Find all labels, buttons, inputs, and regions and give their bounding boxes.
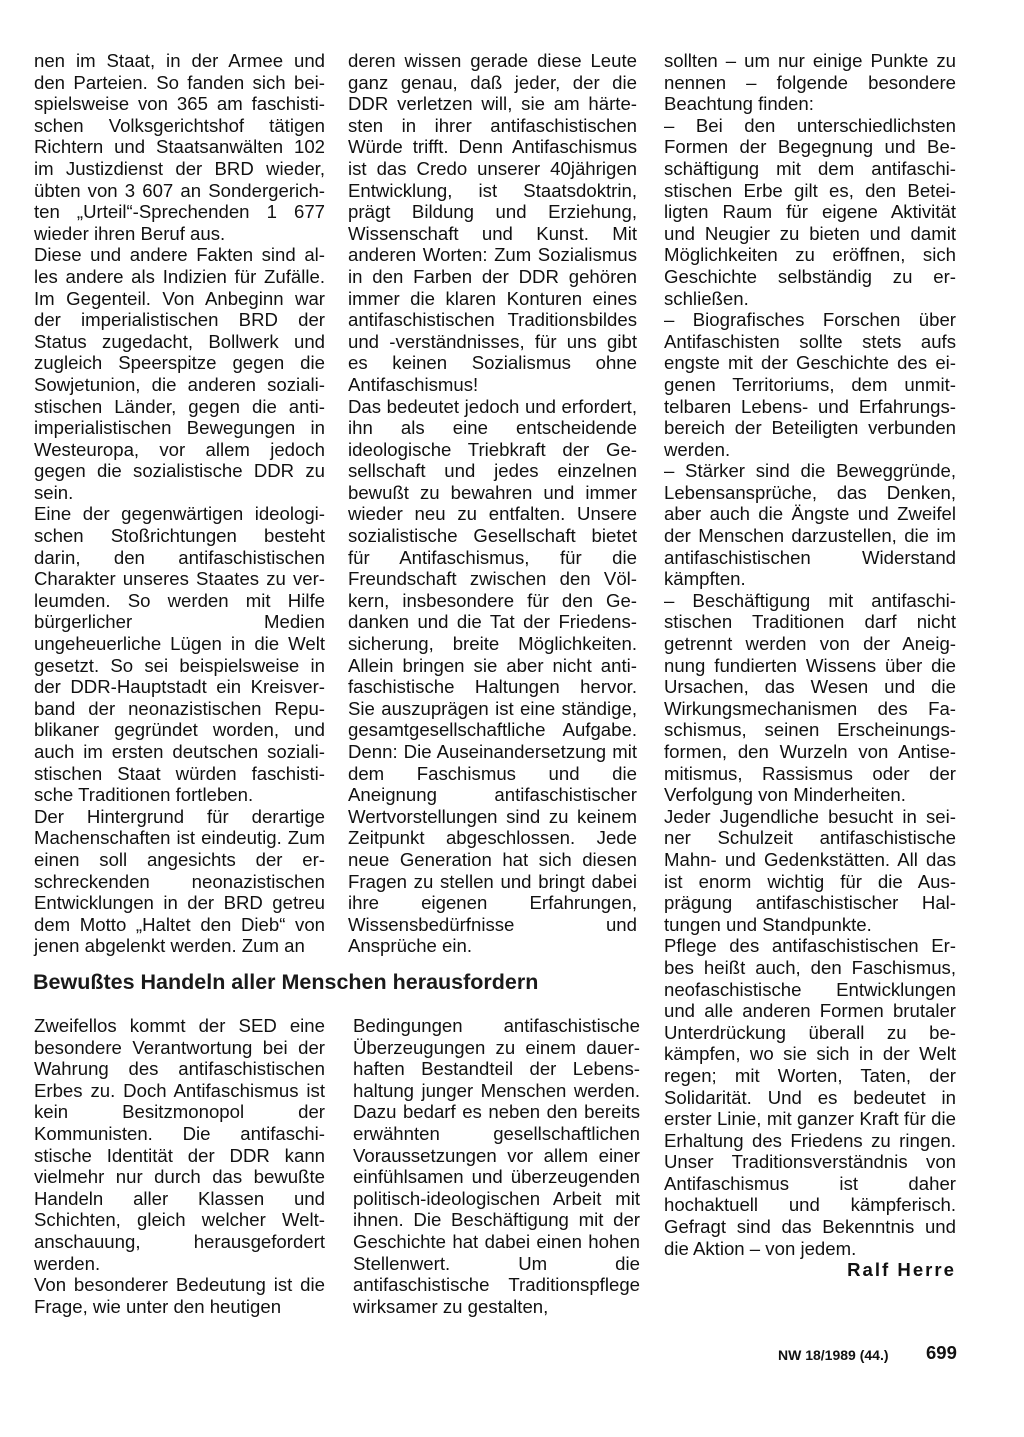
- paragraph: Diese und andere Fakten sind alles andere als Indizien für Zufälle. Im Gegenteil. Von Anbeginn war der imperialistischen BRD der Status zugedacht, Bollwerk und zugleich Speerspitze gegen die Sowjetunion, die anderen sozialistischen Länder, gegen die antiimperialistischen Bewegungen in Westeuropa, vor allem jedoch gegen die sozialistische DDR zu sein.: [34, 244, 325, 503]
- paragraph: nen im Staat, in der Armee und den Parteien. So fanden sich beispielsweise von 365 am faschistischen Volksgerichtshof tätigen Richtern und Staatsanwälten 102 im Justizdienst der BRD wieder, übten von 3 607 an Sondergerichten „Urteil“-Sprechenden 1 677 wieder ihren Beruf aus.: [34, 50, 325, 244]
- paragraph: Jeder Jugendliche besucht in seiner Schulzeit antifaschistische Mahn- und Gedenkstätten. All das ist enorm wichtig für die Ausprägung antifaschistischer Haltungen und Standpunkte.: [664, 805, 956, 935]
- paragraph: sollten – um nur einige Punkte zu nennen – folgende besondere Beachtung finden:: [664, 50, 956, 115]
- paragraph: Das bedeutet jedoch und erfordert, ihn als eine entscheidende ideologische Triebkraft der Gesellschaft und jedes einzelnen bewußt zu bewahren und immer wieder neu zu entfalten. Unsere sozialistische Gesellschaft bietet für Antifaschismus, für die Freundschaft zwischen den Völkern, insbesondere für den Gedanken und die Tat der Friedenssicherung, breite Möglichkeiten. Allein bringen sie aber nicht antifaschistische Haltungen hervor. Sie auszuprägen ist eine ständige, gesamtgesellschaftliche Aufgabe. Denn: Die Auseinandersetzung mit dem Faschismus und die Aneignung antifaschistischer Wertvorstellungen sind zu keinem Zeitpunkt abgeschlossen. Jede neue Generation hat sich diesen Fragen zu stellen und bringt dabei ihre eigenen Erfahrungen, Wissensbedürfnisse und Ansprüche ein.: [348, 395, 637, 957]
- column-5: [353, 1015, 640, 1317]
- paragraph: Zweifellos kommt der SED eine besondere Verantwortung bei der Wahrung des antifaschistischen Erbes zu. Doch Antifaschismus ist kein Besitzmonopol der Kommunisten. Die antifaschistische Identität der DDR kann vielmehr nur durch das bewußte Handeln aller Klassen und Schichten, gleich welcher Weltanschauung, herausgefordert werden.: [34, 1015, 325, 1274]
- column-4: [34, 1015, 325, 1317]
- paragraph: Der Hintergrund für derartige Machenschaften ist eindeutig. Zum einen soll angesichts der erschreckenden neonazistischen Entwicklungen in der BRD getreu dem Motto „Haltet den Dieb“ von jenen abgelenkt werden. Zum an: [34, 805, 325, 957]
- paragraph: Bedingungen antifaschistische Überzeugungen zu einem dauerhaften Bestandteil der Lebenshaltung junger Menschen werden. Dazu bedarf es neben den bereits erwähnten gesellschaftlichen Voraussetzungen vor allem einer einfühlsamen und überzeugenden politisch-ideologischen Arbeit mit ihnen. Die Beschäftigung mit der Geschichte hat dabei einen hohen Stellenwert. Um die antifaschistische Traditionspflege wirksamer zu gestalten,: [353, 1015, 640, 1317]
- paragraph: Pflege des antifaschistischen Erbes heißt auch, den Faschismus, neofaschistische Entwicklungen und alle anderen Formen brutaler Unterdrückung überall zu bekämpfen, wo sie sich in der Welt regen; mit Worten, Taten, der Solidarität. Und es bedeutet in erster Linie, mit ganzer Kraft für die Erhaltung des Friedens zu ringen. Unser Traditionsverständnis von Antifaschismus ist daher hochaktuell und kämpferisch. Gefragt sind das Bekenntnis und die Aktion – von jedem.: [664, 935, 956, 1259]
- paragraph: – Beschäftigung mit antifaschistischen Traditionen darf nicht getrennt werden von der Aneignung fundierten Wissens über die Ursachen, das Wesen und die Wirkungsmechanismen des Faschismus, seinen Erscheinungsformen, den Wurzeln von Antisemitismus, Rassismus oder der Verfolgung von Minderheiten.: [664, 589, 956, 806]
- column-3: [664, 50, 956, 1281]
- paragraph: Eine der gegenwärtigen ideologischen Stoßrichtungen besteht darin, den antifaschistischen Charakter unseres Staates zu verleumden. So werden mit Hilfe bürgerlicher Medien ungeheuerliche Lügen in die Welt gesetzt. So sei beispielsweise in der DDR-Hauptstadt ein Kreisverband der neonazistischen Republikaner gegründet worden, und auch im ersten deutschen sozialistischen Staat würden faschistische Traditionen fortleben.: [34, 503, 325, 806]
- paragraph: – Biografisches Forschen über Antifaschisten sollte stets aufs engste mit der Geschichte des eigenen Territoriums, dem unmittelbaren Lebens- und Erfahrungsbereich der Beteiligten verbunden werden.: [664, 309, 956, 460]
- section-headline: Bewußtes Handeln aller Menschen herausfordern: [33, 970, 539, 994]
- page-number: 699: [926, 1342, 957, 1363]
- paragraph: Von besonderer Bedeutung ist die Frage, wie unter den heutigen: [34, 1274, 325, 1317]
- paragraph: – Bei den unterschiedlichsten Formen der Begegnung und Beschäftigung mit dem antifaschistischen Erbe gilt es, den Beteiligten Raum für eigene Aktivität und Neugier zu bieten und damit Möglichkeiten zu eröffnen, sich Geschichte selbständig zu erschließen.: [664, 114, 956, 309]
- paragraph: deren wissen gerade diese Leute ganz genau, daß jeder, der die DDR verletzen will, sie am härtesten in ihrer antifaschistischen Würde trifft. Denn Antifaschismus ist das Credo unserer 40jährigen Entwicklung, ist Staatsdoktrin, prägt Bildung und Erziehung, Wissenschaft und Kunst. Mit anderen Worten: Zum Sozialismus in den Farben der DDR gehören immer die klaren Konturen eines antifaschistischen Traditionsbildes und -verständnisses, für uns gibt es keinen Sozialismus ohne Antifaschismus!: [348, 50, 637, 395]
- issue-label: NW 18/1989 (44.): [778, 1347, 889, 1363]
- author-signature: Ralf Herre: [847, 1259, 956, 1281]
- column-2: [348, 50, 637, 957]
- paragraph: – Stärker sind die Beweggründe, Lebensansprüche, das Denken, aber auch die Ängste und Zweifel der Menschen darzustellen, die im antifaschistischen Widerstand kämpften.: [664, 460, 956, 590]
- column-1: [34, 50, 325, 957]
